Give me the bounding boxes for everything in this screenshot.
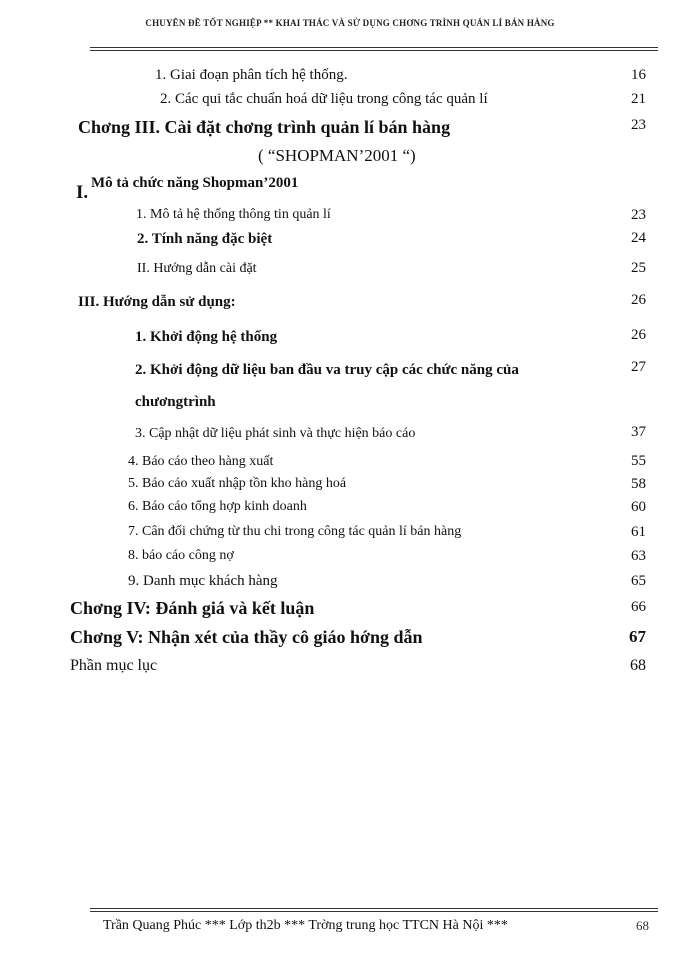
footer-rule-top [90,908,658,909]
footer-text: Trần Quang Phúc *** Lớp th2b *** Trờng trung học TTCN Hà Nội *** [103,918,508,933]
toc-page-number: 58 [631,476,646,492]
running-header: CHUYÊN ĐỀ TỐT NGHIỆP ** KHAI THÁC VÀ SỬ DỤNG CHƠNG TRÌNH QUẢN LÍ BÁN HÀNG [145,18,555,28]
toc-entry: 8. báo cáo công nợ [128,548,234,563]
toc-entry: 2. Các qui tắc chuẩn hoá dữ liệu trong công tác quản lí [160,91,488,107]
chapter-heading: Chơng V: Nhận xét của thầy cô giáo hớng dẫn [70,627,423,647]
toc-page-number: 61 [631,524,646,540]
toc-page-number: 67 [629,627,646,646]
toc-page-number: 60 [631,499,646,515]
toc-page-number: 68 [630,657,646,674]
toc-entry: 2. Tính năng đặc biệt [137,231,273,247]
toc-page-number: 26 [631,292,646,308]
toc-page-number: 16 [631,67,646,83]
toc-page-number: 24 [631,230,646,246]
toc-entry: 7. Cân đối chứng từ thu chi trong công tác quản lí bán hàng [128,524,462,539]
section-prefix: I. [76,182,89,203]
header-rule-bottom [90,50,658,51]
toc-entry: 6. Báo cáo tổng hợp kinh doanh [128,499,307,514]
chapter-heading: Chơng III. Cài đặt chơng trình quản lí bán hàng [78,117,451,137]
toc-entry-continuation: chươngtrình [135,394,216,410]
toc-entry: 1. Khởi động hệ thống [135,329,278,345]
chapter-heading: Chơng IV: Đánh giá và kết luận [70,598,315,618]
toc-page-number: 63 [631,548,646,564]
toc-page-number: 23 [631,117,646,133]
section-heading: III. Hướng dẫn sử dụng: [78,294,236,310]
toc-page-number: 27 [631,359,646,375]
appendix-entry: Phần mục lục [70,657,158,674]
chapter-subtitle: ( “SHOPMAN’2001 “) [258,146,416,165]
toc-entry: 5. Báo cáo xuất nhập tồn kho hàng hoá [128,476,347,491]
toc-entry: 4. Báo cáo theo hàng xuất [128,454,274,469]
footer-rule-bottom [90,911,658,912]
header-rule-top [90,47,658,48]
toc-entry: 2. Khởi động dữ liệu ban đầu va truy cập các chức năng của [135,362,519,378]
toc-page-number: 55 [631,453,646,469]
footer-page-number: 68 [636,918,649,933]
toc-entry: 1. Giai đoạn phân tích hệ thống. [155,67,348,83]
toc-page-number: 66 [631,599,646,615]
toc-entry: 9. Danh mục khách hàng [128,573,278,589]
toc-page-number: 37 [631,424,646,440]
toc-entry: 3. Cập nhật dữ liệu phát sinh và thực hiện báo cáo [135,426,416,441]
toc-page-number: 25 [631,260,646,276]
toc-page-number: 26 [631,327,646,343]
toc-entry: II. Hướng dẫn cài đặt [137,261,257,276]
toc-page-number: 23 [631,207,646,223]
toc-page-number: 21 [631,91,646,107]
toc-page-number: 65 [631,573,646,589]
toc-entry: 1. Mô tả hệ thống thông tin quản lí [136,207,331,222]
section-heading: Mô tả chức năng Shopman’2001 [91,175,299,191]
